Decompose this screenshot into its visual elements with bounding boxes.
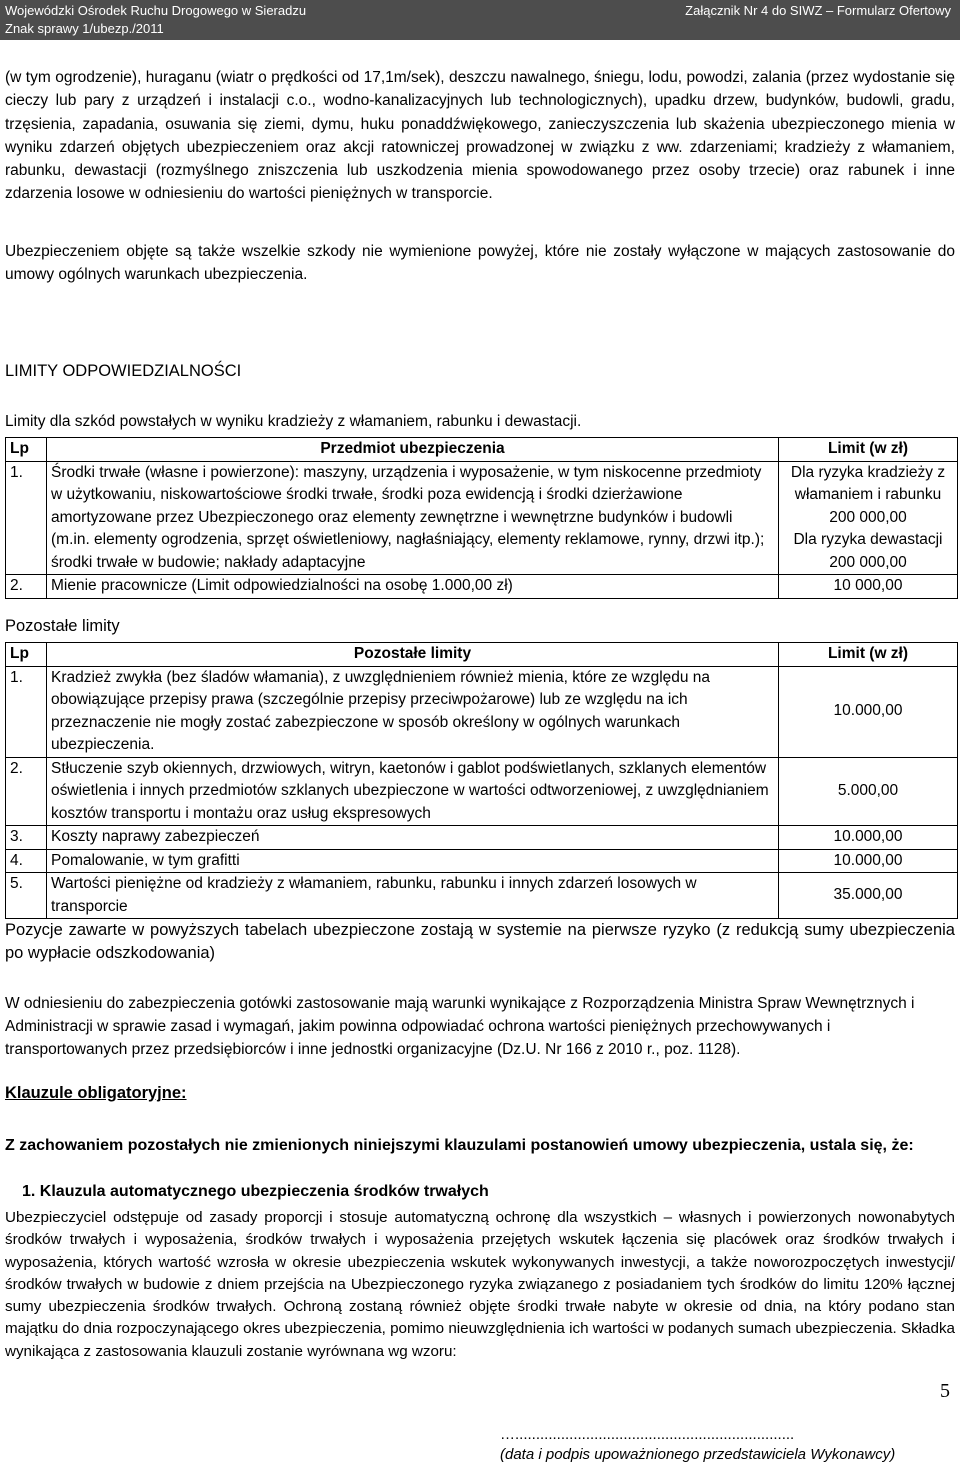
- header-organization: Wojewódzki Ośrodek Ruchu Drogowego w Sieradzu: [5, 3, 307, 18]
- header-attachment: Załącznik Nr 4 do SIWZ – Formularz Ofertowy: [685, 3, 951, 18]
- header-lp: Lp: [6, 438, 47, 462]
- table1-caption: Limity dla szkód powstałych w wyniku kradzieży z włamaniem, rabunku i dewastacji.: [5, 413, 582, 430]
- table-row: [6, 461, 958, 575]
- limit-line: 200 000,00: [829, 553, 907, 571]
- limit-line: Dla ryzyka dewastacji: [793, 531, 943, 548]
- header-case-number: Znak sprawy 1/ubezp./2011: [5, 21, 164, 36]
- row-lp: 1.: [6, 461, 47, 575]
- table-header-row: [6, 643, 958, 667]
- header-subject: Przedmiot ubezpieczenia: [47, 438, 779, 462]
- row-limit: 10.000,00: [779, 849, 958, 873]
- limit-line: Dla ryzyka kradzieży z włamaniem i rabunku: [790, 463, 946, 503]
- table-row: [6, 575, 958, 599]
- clauses-intro: Z zachowaniem pozostałych nie zmienionych niniejszymi klauzulami postanowień umowy ubezpieczenia, ustala się, że:: [5, 1137, 914, 1154]
- row-subject: Wartości pieniężne od kradzieży z włamaniem, rabunku, rabunku i innych zdarzeń losowych w transporcie: [47, 873, 779, 919]
- row-subject: Kradzież zwykła (bez śladów włamania), z uwzględnieniem również mienia, które ze względu na obowiązujące przepisy prawa (szczególnie przepisy przeciwpożarowe) lub ze względu na ich przeznaczenie nie mogły zostać zabezpieczone w sposób określony w ogólnych warunkach ubezpieczenia.: [47, 666, 779, 757]
- table-row: [6, 757, 958, 826]
- paragraph-clause-1: Ubezpieczyciel odstępuje od zasady proporcji i stosuje automatyczną ochronę dla wszystkich – własnych i powierzonych nowonabytych środków trwałych i wyposażenia, środków trwałych i wyposażenia przejętych wskutek łączenia się placówek oraz środków trwałych i wyposażenia, których wartość wzrosła w okresie ubezpieczenia wskutek wykonywanych inwestycji, a także noworozpoczętych inwestycji/środków trwałych w budowie z dniem przejścia na Ubezpieczonego ryzyka związanego z posiadaniem tych środków do limitu 120% łącznej sumy ubezpieczenia środków trwałych. Ochroną zostaną również objęte środki trwałe nabyte w okresie od dnia, na który podano stan majątku do dnia rozpoczynającego okres ubezpieczenia, pomimo nieuwzględnienia ich wartości w podanych sumach ubezpieczenia. Składka wynikająca z zastosowania klauzuli zostanie wyrównana wg wzoru:: [5, 1209, 955, 1360]
- paragraph-coverage: Ubezpieczeniem objęte są także wszelkie szkody nie wymienione powyżej, które nie zostały wyłączone w mających zastosowanie do umowy ogólnych warunkach ubezpieczenia.: [5, 243, 955, 284]
- header-limit: Limit (w zł): [779, 643, 958, 667]
- row-subject: Mienie pracownicze (Limit odpowiedzialności na osobę 1.000,00 zł): [47, 575, 779, 599]
- row-limit: 10.000,00: [779, 666, 958, 757]
- row-lp: 5.: [6, 873, 47, 919]
- row-limit: 10.000,00: [779, 826, 958, 850]
- limits-table: [5, 437, 958, 599]
- section-title-limits: LIMITY ODPOWIEDZIALNOŚCI: [5, 362, 242, 380]
- row-lp: 1.: [6, 666, 47, 757]
- page-number: 5: [940, 1380, 950, 1402]
- row-limit: 5.000,00: [779, 757, 958, 826]
- row-subject: Koszty naprawy zabezpieczeń: [47, 826, 779, 850]
- row-limit: [779, 461, 958, 575]
- limit-line: 200 000,00: [829, 508, 907, 526]
- row-subject: Pomalowanie, w tym grafitti: [47, 849, 779, 873]
- row-subject: Środki trwałe (własne i powierzone): maszyny, urządzenia i wyposażenie, w tym niskocenne przedmioty w użytkowaniu, niskowartościowe środki trwałe, środki poza ewidencją i środki dzierżawione amortyzowane przez Ubezpieczonego oraz elementy zewnętrzne i wewnętrzne budynków i budowli (m.in. elementy ogrodzenia, sprzęt oświetleniowy, nagłaśniający, elementy reklamowe, rynny, drzwi itp.); środki trwałe w budowie; nakłady adaptacyjne: [47, 461, 779, 575]
- other-limits-table: [5, 642, 958, 919]
- table-header-row: [6, 438, 958, 462]
- row-lp: 2.: [6, 575, 47, 599]
- row-limit: 35.000,00: [779, 873, 958, 919]
- paragraph-cash-security: W odniesieniu do zabezpieczenia gotówki zastosowanie mają warunki wynikające z Rozporządzenia Ministra Spraw Wewnętrznych i Administracji w sprawie zasad i wymagań, jakim powinna odpowiadać ochrona wartości pieniężnych przechowywanych i transportowanych przez przedsiębiorców i inne jednostki organizacyjne (Dz.U. Nr 166 z 2010 r., poz. 1128).: [5, 995, 915, 1058]
- header-limit: Limit (w zł): [779, 438, 958, 462]
- page-header: [0, 0, 960, 40]
- table2-caption: Pozostałe limity: [5, 617, 120, 635]
- header-lp: Lp: [6, 643, 47, 667]
- row-subject: Stłuczenie szyb okiennych, drzwiowych, witryn, kaetonów i gablot podświetlanych, szklanych elementów oświetlenia i innych przedmiotów szklanych ubezpieczone w wartości odtworzeniowej, z uwzględnianiem kosztów transportu i montażu oraz usług ekspresowych: [47, 757, 779, 826]
- table-row: [6, 826, 958, 850]
- paragraph-risks: (w tym ogrodzenie), huraganu (wiatr o prędkości od 17,1m/sek), deszczu nawalnego, śniegu, lodu, powodzi, zalania (przez wydostanie się cieczy lub pary z urządzeń i instalacji c.o., wodno-kanalizacyjnych lub technologicznych), upadku drzew, budynków, budowli, gradu, trzęsienia, zapadania, osuwania się ziemi, dymu, huku ponaddźwiękowego, zanieczyszczenia lub skażenia ubezpieczonego mienia w wyniku zdarzeń objętych ubezpieczeniem oraz akcji ratowniczej prowadzonej w związku z ww. zdarzeniami; kradzieży z włamaniem, rabunku, dewastacji (rozmyślnego zniszczenia lub uszkodzenia mienia spowodowanego przez osoby trzecie) oraz rabunek i inne zdarzenia losowe w odniesieniu do wartości pieniężnych w transporcie.: [5, 69, 955, 203]
- row-lp: 3.: [6, 826, 47, 850]
- table-row: [6, 873, 958, 919]
- row-lp: 4.: [6, 849, 47, 873]
- table-row: [6, 666, 958, 757]
- signature-label: (data i podpis upoważnionego przedstawiciela Wykonawcy): [500, 1446, 896, 1463]
- mandatory-clauses-title: Klauzule obligatoryjne:: [5, 1084, 187, 1102]
- table-row: [6, 849, 958, 873]
- clause-1-title: 1. Klauzula automatycznego ubezpieczenia środków trwałych: [22, 1183, 489, 1200]
- row-lp: 2.: [6, 757, 47, 826]
- signature-line: …...................................................................: [500, 1426, 795, 1443]
- paragraph-first-risk: Pozycje zawarte w powyższych tabelach ubezpieczone zostają w systemie na pierwsze ryzyko (z redukcją sumy ubezpieczenia po wypłacie odszkodowania): [5, 921, 955, 963]
- row-limit: 10 000,00: [779, 575, 958, 599]
- header-subject: Pozostałe limity: [47, 643, 779, 667]
